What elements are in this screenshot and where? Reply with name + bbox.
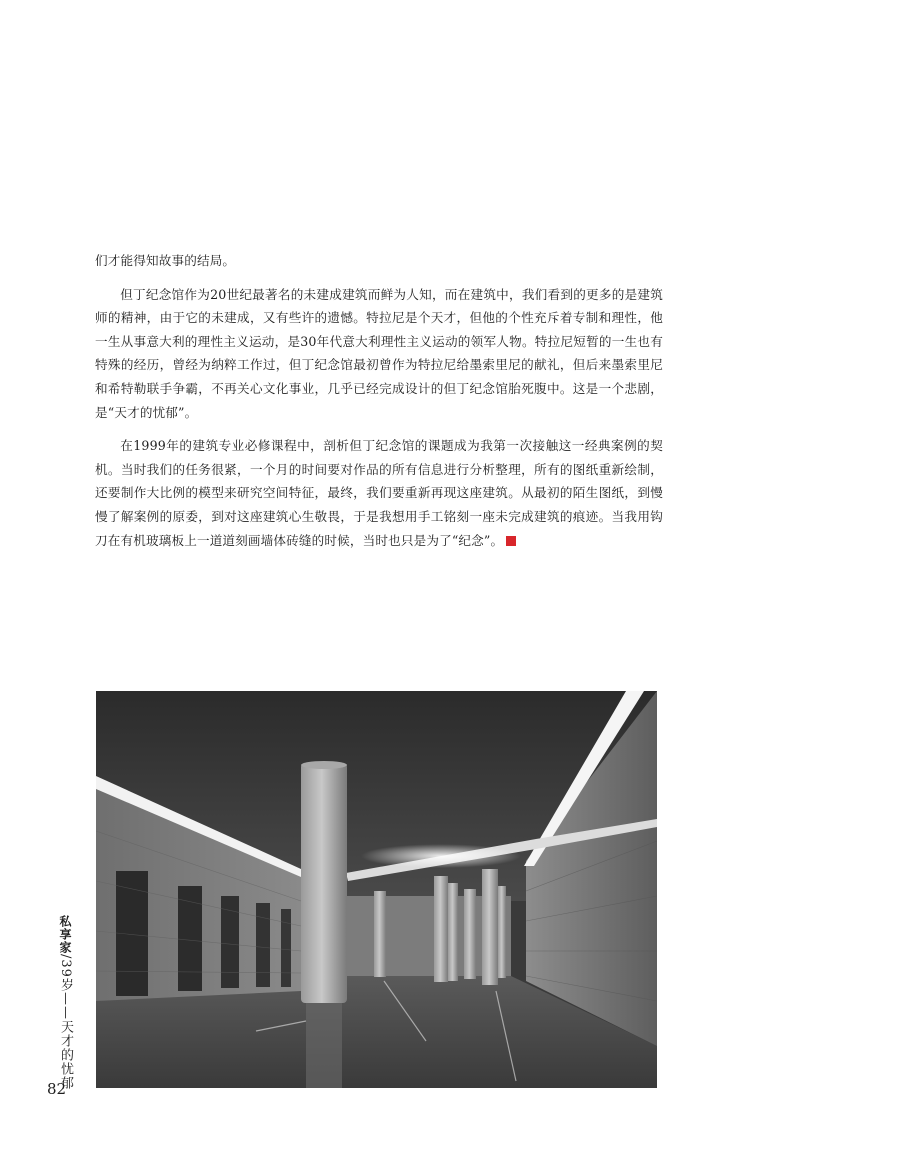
end-mark-square: [506, 536, 516, 546]
paragraph-text: 在1999年的建筑专业必修课程中，剖析但丁纪念馆的课题成为我第一次接触这一经典案例的契机。当时我们的任务很紧，一个月的时间要对作品的所有信息进行分析整理，所有的图纸重新绘制，还要制作大比例的模型来研究空间特征，最终，我们要重新再现这座建筑。从最初的陌生图纸，到慢慢了解案例的原委，到对这座建筑心生敬畏，于是我想用手工铭刻一座未完成建筑的痕迹。当我用钩刀在有机玻璃板上一道道刻画墙体砖缝的时候，当时也只是为了“纪念”。: [95, 438, 663, 548]
chapter-age: 39岁: [58, 959, 73, 992]
series-name: 私享家: [58, 915, 72, 954]
chapter-title: 天才的忧郁: [58, 1019, 73, 1090]
separator: /: [58, 954, 73, 960]
colonnade-rendering: [96, 691, 657, 1088]
page-number: 82: [47, 1080, 67, 1098]
article-body: [95, 249, 663, 562]
paragraph-last: [95, 434, 663, 552]
paragraph: 但丁纪念馆作为20世纪最著名的未建成建筑而鲜为人知，而在建筑中，我们看到的更多的是建筑师的精神，由于它的未建成，又有些许的遗憾。特拉尼是个天才，但他的个性充斥着专制和理性，他一生从事意大利的理性主义运动，是30年代意大利理性主义运动的领军人物。特拉尼短暂的一生也有特殊的经历，曾经为纳粹工作过，但丁纪念馆最初曾作为特拉尼给墨索里尼的献礼，但后来墨索里尼和希特勒联手争霸，不再关心文化事业，几乎已经完成设计的但丁纪念馆胎死腹中。这是一个悲剧，是“天才的忧郁”。: [95, 286, 663, 420]
dash: ——: [58, 991, 73, 1020]
rendering-photo: [96, 691, 657, 1088]
running-header-vertical: [50, 915, 72, 1090]
paragraph: 们才能得知故事的结局。: [95, 253, 236, 268]
